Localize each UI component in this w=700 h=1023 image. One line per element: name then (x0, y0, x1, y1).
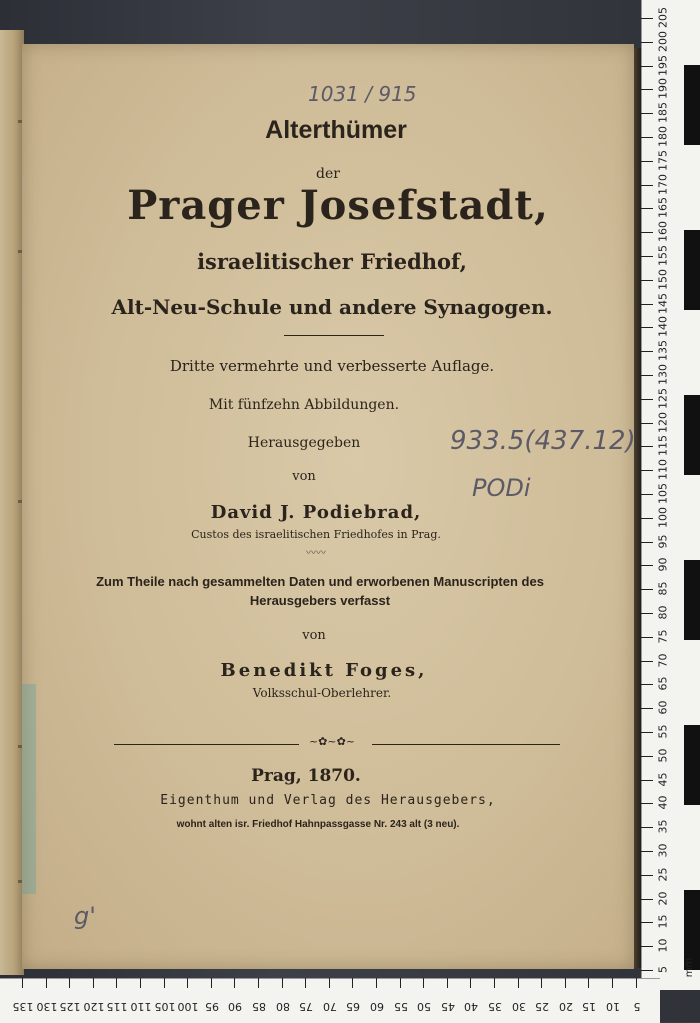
publisher-line: Eigenthum und Verlag des Herausgebers, (160, 793, 496, 808)
title-line-5: Alt-Neu-Schule und andere Synagogen. (111, 295, 553, 319)
ruler-tick (376, 978, 377, 988)
ruler-label: 125 (656, 387, 670, 409)
small-ornament: 〰〰 (306, 548, 326, 559)
ruler-tick (641, 661, 653, 662)
ruler-tick (164, 978, 165, 988)
ruler-label: 150 (656, 268, 670, 290)
ruler-label: 30 (511, 1000, 526, 1013)
ruler-tick (447, 978, 448, 988)
ruler-label: 95 (656, 534, 670, 549)
ruler-label: 65 (346, 1000, 361, 1013)
ruler-tick (641, 423, 653, 424)
ruler-tick (641, 875, 653, 876)
ruler-label: 10 (606, 1000, 620, 1013)
title-page (22, 44, 634, 969)
editor-name: David J. Podiebrad, (210, 502, 422, 523)
ruler-label: 25 (656, 867, 670, 882)
place-year: Prag, 1870. (251, 766, 361, 786)
illustrations-note: Mit fünfzehn Abbildungen. (208, 397, 400, 413)
ruler-tick (641, 89, 653, 90)
page-stain (22, 684, 36, 894)
author-name: Benedikt Foges, (220, 660, 428, 681)
publisher-address: wohnt alten isr. Friedhof Hahnpassgasse Nr. 243 alt (3 neu). (176, 819, 460, 830)
ruler-tick (565, 978, 566, 988)
ruler-label: 5 (656, 966, 670, 973)
ruler-label: 170 (656, 173, 670, 195)
ruler-label: 40 (656, 795, 670, 810)
ruler-tick (641, 518, 653, 519)
ruler-label: 140 (656, 316, 670, 338)
ruler-label: 145 (656, 292, 670, 314)
ruler-label: 115 (106, 1000, 128, 1013)
ruler-tick (22, 978, 23, 988)
editor-intro: Herausgegeben (247, 435, 361, 451)
ruler-label: 105 (154, 1000, 176, 1013)
ruler-unit-label: mm (684, 957, 696, 978)
ruler-label: 75 (656, 629, 670, 644)
ornament: ~✿~✿~ (308, 735, 356, 748)
ruler-tick (641, 542, 653, 543)
ruler-label: 185 (656, 102, 670, 124)
ruler-tick (641, 589, 653, 590)
ruler-label: 55 (393, 1000, 408, 1013)
ruler-label: 205 (656, 7, 670, 28)
ruler-label: 45 (440, 1000, 455, 1013)
ruler-label: 120 (656, 411, 670, 433)
ruler-tick (641, 256, 653, 257)
ruler-label: 55 (656, 724, 670, 739)
title-divider (284, 335, 384, 336)
title-line-3: Prager Josefstadt, (127, 182, 549, 229)
ruler-label: 80 (656, 605, 670, 620)
ruler-label: 60 (370, 1000, 384, 1013)
ruler-tick (234, 978, 235, 988)
ruler-label: 130 (656, 364, 670, 385)
ruler-label: 85 (252, 1000, 266, 1013)
von-author: von (302, 628, 326, 643)
ruler-tick (641, 375, 653, 376)
ruler-tick (641, 613, 653, 614)
ruler-tick (641, 684, 653, 685)
ruler-scale-blocks (684, 0, 700, 990)
ruler-label: 120 (83, 1000, 105, 1013)
ruler-label: 70 (656, 653, 670, 668)
ruler-tick (641, 970, 653, 971)
ruler-tick (641, 637, 653, 638)
ruler-tick (641, 327, 653, 328)
ruler-tick (305, 978, 306, 988)
ruler-label: 110 (656, 459, 670, 481)
ruler-tick (641, 899, 653, 900)
ruler-label: 115 (656, 435, 670, 457)
ruler-tick (541, 978, 542, 988)
ruler-label: 20 (558, 1000, 573, 1013)
ruler-tick (641, 780, 653, 781)
ruler-tick (329, 978, 330, 988)
ruler-tick (641, 827, 653, 828)
ruler-label: 20 (656, 891, 670, 906)
ruler-label: 15 (582, 1000, 597, 1013)
ruler-tick (282, 978, 283, 988)
ruler-tick (641, 113, 653, 114)
ruler-label: 45 (656, 772, 670, 787)
ruler-label: 75 (299, 1000, 314, 1013)
authorship-note-2: Herausgebers verfasst (249, 593, 391, 608)
ruler-tick (641, 565, 653, 566)
handwritten-shelfmark: 1031 / 915 (308, 82, 417, 106)
ruler-label: 130 (36, 1000, 58, 1013)
von-editor: von (292, 469, 316, 484)
ruler-label: 25 (535, 1000, 550, 1013)
ruler-tick (641, 18, 653, 19)
ruler-tick (641, 208, 653, 209)
title-line-4: israelitischer Friedhof, (197, 249, 467, 274)
ruler-label: 110 (130, 1000, 152, 1013)
authorship-note-1: Zum Theile nach gesammelten Daten und erworbenen Manuscripten des (96, 574, 544, 589)
ruler-tick (641, 161, 653, 162)
ruler-tick (140, 978, 141, 988)
ruler-label: 35 (488, 1000, 502, 1013)
ruler-tick (641, 280, 653, 281)
ruler-label: 50 (417, 1000, 432, 1013)
ruler-label: 195 (656, 54, 670, 76)
handwritten-call-suffix: PODi (472, 474, 531, 502)
ruler-tick (641, 470, 653, 471)
ruler-label: 180 (656, 126, 670, 147)
ruler-label: 160 (656, 221, 670, 243)
ruler-label: 105 (656, 483, 670, 504)
ruler-tick (641, 66, 653, 67)
ruler-tick (211, 978, 212, 988)
ruler-label: 155 (656, 245, 670, 266)
ruler-label: 125 (59, 1000, 81, 1013)
ornament-rule-right (372, 744, 560, 745)
edition-note: Dritte vermehrte und verbesserte Auflage. (169, 357, 495, 375)
ruler-label: 15 (656, 914, 670, 929)
ruler-label: 100 (177, 1000, 199, 1013)
ruler-tick (641, 185, 653, 186)
ruler-label: 50 (656, 748, 670, 763)
author-role: Volksschul-Oberlehrer. (252, 686, 392, 700)
ruler-label: 190 (656, 78, 670, 100)
ruler-tick (258, 978, 259, 988)
ruler-label: 90 (228, 1000, 243, 1013)
ruler-tick (423, 978, 424, 988)
ruler-label: 135 (656, 340, 670, 362)
ruler-tick (116, 978, 117, 988)
ruler-label: 175 (656, 149, 670, 171)
ruler-tick (400, 978, 401, 988)
ruler-tick (641, 304, 653, 305)
ruler-label: 135 (12, 1000, 34, 1013)
ruler-tick (641, 42, 653, 43)
ruler-label: 85 (656, 581, 670, 596)
ruler-tick (494, 978, 495, 988)
ruler-label: 200 (656, 30, 670, 52)
ruler-label: 95 (204, 1000, 219, 1013)
ruler-tick (636, 978, 637, 988)
ruler-label: 10 (656, 938, 670, 953)
ruler-label: 70 (322, 1000, 337, 1013)
ruler-tick (641, 946, 653, 947)
ruler-tick (352, 978, 353, 988)
ruler-tick (641, 494, 653, 495)
ruler-tick (588, 978, 589, 988)
ruler-tick (187, 978, 188, 988)
ruler-tick (641, 922, 653, 923)
ruler-tick (641, 351, 653, 352)
ruler-tick (641, 756, 653, 757)
ruler-tick (69, 978, 70, 988)
ruler-label: 100 (656, 506, 670, 528)
ruler-label: 35 (656, 819, 670, 834)
ruler-tick (641, 446, 653, 447)
ruler-tick (641, 803, 653, 804)
ruler-label: 90 (656, 557, 670, 572)
ruler-label: 40 (464, 1000, 479, 1013)
ruler-label: 165 (656, 197, 670, 219)
ruler-label: 5 (633, 1000, 641, 1013)
handwritten-corner-mark: g' (74, 902, 96, 930)
ruler-tick (641, 851, 653, 852)
ruler-tick (641, 137, 653, 138)
ruler-label: 60 (656, 700, 670, 715)
ruler-tick (470, 978, 471, 988)
ruler-label: 80 (275, 1000, 290, 1013)
title-line-2: der (316, 166, 340, 182)
ruler-tick (641, 708, 653, 709)
ruler-tick (641, 399, 653, 400)
ruler-tick (612, 978, 613, 988)
ruler-tick (641, 232, 653, 233)
ruler-label: 30 (656, 843, 670, 858)
handwritten-call-number: 933.5(437.12) (450, 426, 636, 456)
ruler-tick (518, 978, 519, 988)
ruler-tick (641, 732, 653, 733)
ruler-label: 65 (656, 676, 670, 691)
ruler-tick (46, 978, 47, 988)
editor-role: Custos des israelitischen Friedhofes in Prag. (191, 528, 441, 541)
title-line-1: Alterthümer (265, 116, 407, 144)
ruler-tick (93, 978, 94, 988)
